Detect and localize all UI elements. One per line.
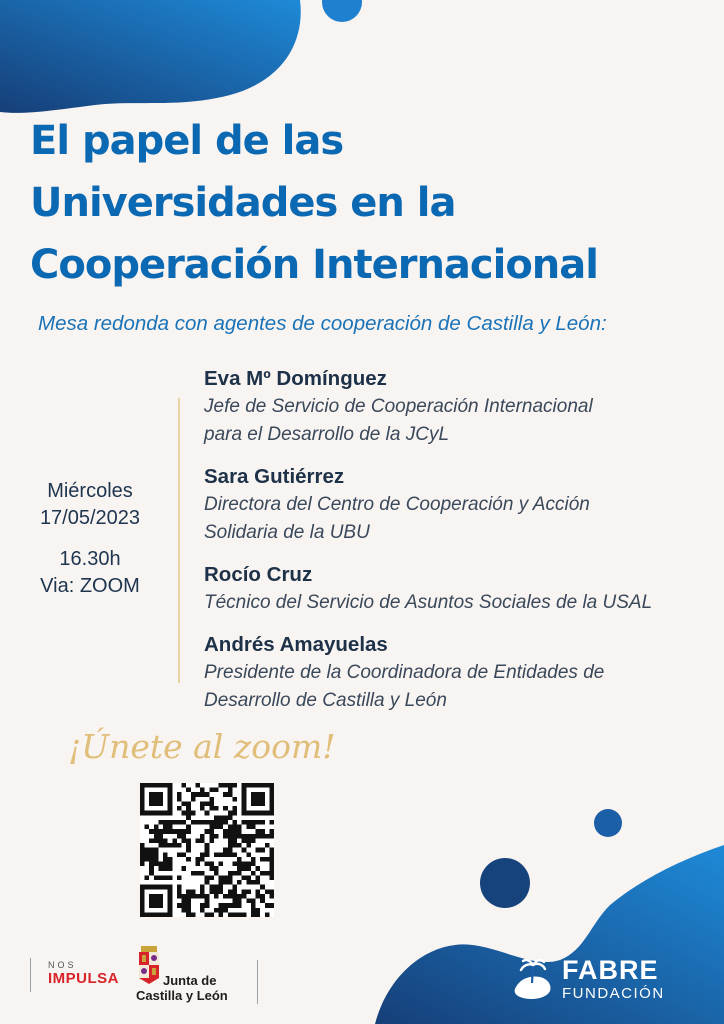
title-line-2: Universidades en la	[30, 180, 456, 226]
logo-separator-right	[257, 960, 258, 1004]
nos-impulsa-logo	[48, 960, 119, 987]
impulsa-label: IMPULSA	[48, 970, 119, 987]
page-title	[30, 110, 710, 296]
bottom-circle-a	[594, 809, 622, 837]
top-left-blob	[0, 0, 301, 113]
speaker-item	[204, 463, 719, 547]
title-line-1: El papel de las	[30, 118, 344, 164]
speaker-item	[204, 365, 719, 449]
qr-code-icon[interactable]	[140, 783, 274, 917]
subtitle: Mesa redonda con agentes de cooperación de Castilla y León:	[38, 312, 607, 335]
fabre-name: FABRE	[562, 955, 659, 985]
fabre-logo-icon	[510, 957, 556, 1003]
speaker-name: Rocío Cruz	[204, 563, 313, 586]
speaker-role-line: para el Desarrollo de la JCyL	[204, 424, 450, 445]
event-day: Miércoles	[47, 480, 133, 502]
junta-castilla-leon-logo	[136, 946, 256, 1006]
speaker-role-line: Desarrollo de Castilla y León	[204, 690, 447, 711]
nos-label: NOS	[48, 960, 77, 970]
jcyl-line-2: Castilla y León	[136, 988, 228, 1003]
event-via: Via: ZOOM	[40, 575, 140, 597]
speaker-name: Eva Mº Domínguez	[204, 367, 387, 390]
divider-line	[178, 398, 180, 683]
bottom-circle-b	[480, 858, 530, 908]
speaker-role-line: Jefe de Servicio de Cooperación Internacional	[204, 396, 593, 417]
speaker-item	[204, 561, 719, 617]
speaker-role-line: Directora del Centro de Cooperación y Acción	[204, 494, 590, 515]
speaker-item	[204, 631, 719, 715]
speaker-name: Andrés Amayuelas	[204, 633, 388, 656]
fabre-logo	[510, 955, 680, 1005]
top-small-circle	[322, 0, 362, 22]
logo-separator	[30, 958, 31, 992]
speaker-role-line: Técnico del Servicio de Asuntos Sociales de la USAL	[204, 592, 653, 613]
speaker-role-line: Solidaria de la UBU	[204, 522, 370, 543]
speaker-role-line: Presidente de la Coordinadora de Entidades de	[204, 662, 605, 683]
speaker-list	[204, 365, 719, 729]
title-line-3: Cooperación Internacional	[30, 242, 598, 288]
speaker-name: Sara Gutiérrez	[204, 465, 345, 488]
coat-of-arms-icon	[136, 946, 162, 986]
fabre-subtitle: FUNDACIÓN	[562, 985, 665, 1002]
event-date: 17/05/2023	[39, 507, 141, 529]
event-time: 16.30h	[59, 548, 121, 570]
join-zoom-heading: ¡Únete al zoom!	[68, 727, 336, 766]
jcyl-line-1: Junta de	[163, 973, 217, 988]
event-details	[20, 478, 160, 600]
